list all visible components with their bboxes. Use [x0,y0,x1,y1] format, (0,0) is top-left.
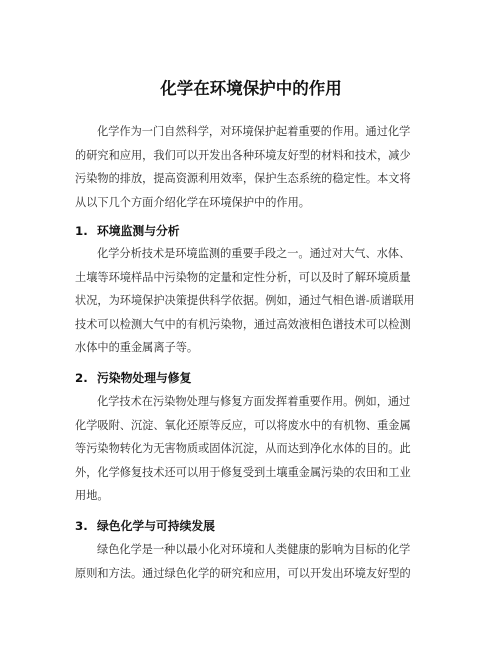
section-1-paragraph [75,242,435,360]
section-heading-2 [75,369,191,387]
paragraph-line: 等污染物转化为无害物质或固体沉淀，从而达到净化水体的目的。此 [75,442,411,455]
document-title: 化学在环境保护中的作用 [160,79,342,98]
paragraph-line: 状况，为环境保护决策提供科学依据。例如，通过气相色谱-质谱联用 [75,294,415,307]
intro-paragraph [75,120,435,214]
paragraph-line: 技术可以检测大气中的有机污染物，通过高效液相色谱技术可以检测 [75,317,411,331]
paragraph-line: 的研究和应用，我们可以开发出各种环境友好型的材料和技术，减少 [75,148,411,162]
section-heading-text: 污染物处理与修复 [97,371,192,385]
section-heading-1 [75,222,180,240]
paragraph-line: 化学分析技术是环境监测的重要手段之一。通过对大气、水体、 [97,247,411,260]
paragraph-line: 用地。 [75,489,109,502]
paragraph-line: 原则和方法。通过绿色化学的研究和应用，可以开发出环境友好型的 [75,566,411,580]
paragraph-line: 化学作为一门自然科学，对环境保护起着重要的作用。通过化学 [97,125,411,138]
paragraph-line: 污染物的排放，提高资源利用效率，保护生态系统的稳定性。本文将 [75,172,411,185]
section-number: 1. [75,224,88,238]
section-number: 2. [75,371,88,385]
section-heading-text: 绿色化学与可持续发展 [97,519,215,533]
section-2-paragraph [75,390,435,508]
paragraph-line: 土壤等环境样品中污染物的定量和定性分析，可以及时了解环境质量 [75,270,411,284]
section-3-paragraph [75,538,435,585]
paragraph-line: 水体中的重金属离子等。 [75,341,199,354]
paragraph-line: 从以下几个方面介绍化学在环境保护中的作用。 [75,195,310,209]
paragraph-line: 绿色化学是一种以最小化对环境和人类健康的影响为目标的化学 [97,543,411,556]
paragraph-line: 外，化学修复技术还可以用于修复受到土壤重金属污染的农田和工业 [75,465,411,479]
paragraph-line: 化学技术在污染物处理与修复方面发挥着重要作用。例如，通过 [97,395,411,408]
section-heading-3 [75,517,215,535]
section-heading-text: 环境监测与分析 [97,224,180,238]
section-number: 3. [75,519,88,533]
paragraph-line: 化学吸附、沉淀、氧化还原等反应，可以将废水中的有机物、重金属 [75,418,411,432]
